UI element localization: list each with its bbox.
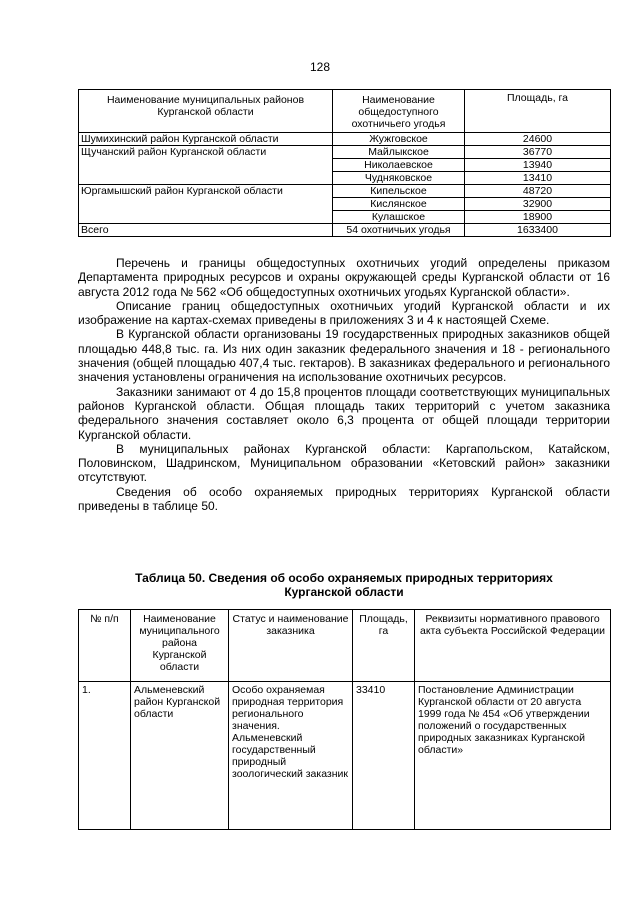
table-row — [79, 185, 611, 198]
area-cell: 48720 — [465, 185, 611, 198]
table-50-title — [78, 571, 610, 599]
column-header-act: Реквизиты нормативного правового акта субъекта Российской Федерации — [415, 610, 611, 682]
table-row — [79, 146, 611, 159]
area-cell: 32900 — [465, 198, 611, 211]
hunting-ground-cell: Кулашское — [333, 211, 465, 224]
hunting-ground-cell: Жужговское — [333, 133, 465, 146]
district-cell: Юргамышский район Курганской области — [79, 185, 333, 224]
table-total-row — [79, 224, 611, 237]
act-cell: Постановление Администрации Курганской области от 20 августа 1999 года № 454 «Об утверждении положений о государственных природных заказниках Курганской области» — [415, 682, 611, 830]
body-text — [78, 256, 610, 513]
num-cell: 1. — [79, 682, 131, 830]
district-cell: Альменевский район Курганской области — [131, 682, 229, 830]
table-header-row — [79, 610, 611, 682]
hunting-ground-cell: Майлыкское — [333, 146, 465, 159]
paragraph: Заказники занимают от 4 до 15,8 процентов площади соответствующих муниципальных районов Курганской области. Общая площадь таких территорий с учетом заказника федерального значения составляет около 6,3 процента от общей площади территории Курганской области. — [78, 384, 610, 442]
column-header-area: Площадь, га — [353, 610, 415, 682]
table-title-line: Таблица 50. Сведения об особо охраняемых природных территориях — [135, 571, 553, 585]
area-cell: 33410 — [353, 682, 415, 830]
area-cell: 24600 — [465, 133, 611, 146]
paragraph: Перечень и границы общедоступных охотничьих угодий определены приказом Департамента природных ресурсов и охраны окружающей среды Курганской области от 16 августа 2012 года № 562 «Об общедоступных охотничьих угодьях Курганской области». — [78, 256, 610, 299]
column-header-status: Статус и наименование заказника — [229, 610, 353, 682]
protected-areas-table — [78, 609, 611, 830]
paragraph: Сведения об особо охраняемых природных территориях Курганской области приведены в таблице 50. — [78, 484, 610, 514]
total-area: 1633400 — [465, 224, 611, 237]
paragraph: В Курганской области организованы 19 государственных природных заказников общей площадью 448,8 тыс. га. Из них один заказник федерального значения и 18 - регионального значения (общей площадью 407,4 тыс. гектаров). В заказниках федерального и регионального значения установлены ограничения на использование охотничьих ресурсов. — [78, 327, 610, 385]
column-header-area: Площадь, га — [465, 90, 611, 133]
column-header-district: Наименование муниципальных районов Курганской области — [79, 90, 333, 133]
hunting-grounds-table — [78, 89, 611, 237]
district-cell: Шумихинский район Курганской области — [79, 133, 333, 146]
table-row — [79, 133, 611, 146]
area-cell: 36770 — [465, 146, 611, 159]
paragraph: Описание границ общедоступных охотничьих угодий Курганской области и их изображение на картах-схемах приведены в приложениях 3 и 4 к настоящей Схеме. — [78, 298, 610, 328]
column-header-num: № п/п — [79, 610, 131, 682]
hunting-ground-cell: Кислянское — [333, 198, 465, 211]
table-row — [79, 682, 611, 830]
hunting-ground-cell: Чудняковское — [333, 172, 465, 185]
page-number: 128 — [309, 60, 331, 74]
total-hunting-grounds: 54 охотничьих угодья — [333, 224, 465, 237]
column-header-district: Наименование муниципального района Курганской области — [131, 610, 229, 682]
area-cell: 13940 — [465, 159, 611, 172]
hunting-ground-cell: Кипельское — [333, 185, 465, 198]
column-header-hunting-ground: Наименование общедоступного охотничьего угодья — [333, 90, 465, 133]
table-header-row — [79, 90, 611, 133]
status-cell: Особо охраняемая природная территория регионального значения. Альменевский государственный природный зоологический заказник — [229, 682, 353, 830]
area-cell: 18900 — [465, 211, 611, 224]
total-label: Всего — [79, 224, 333, 237]
paragraph: В муниципальных районах Курганской области: Каргапольском, Катайском, Половинском, Шадринском, Муниципальном образовании «Кетовский район» заказники отсутствуют. — [78, 441, 610, 485]
district-cell: Щучанский район Курганской области — [79, 146, 333, 185]
hunting-ground-cell: Николаевское — [333, 159, 465, 172]
table-title-line: Курганской области — [284, 585, 404, 599]
area-cell: 13410 — [465, 172, 611, 185]
